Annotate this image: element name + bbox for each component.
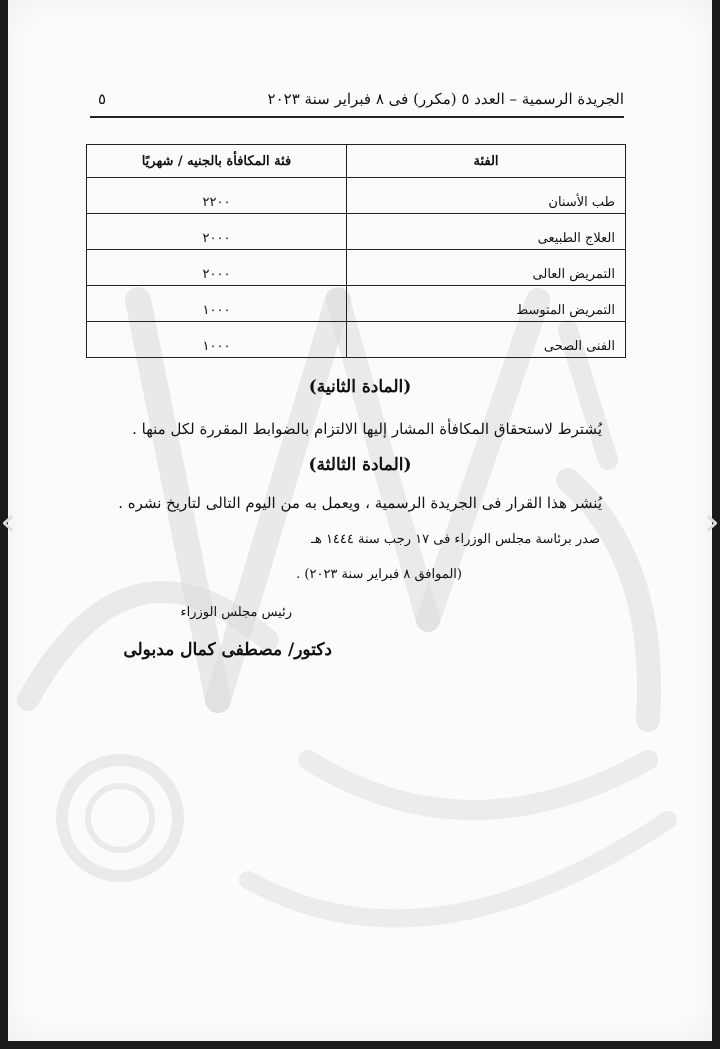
amount-cell: ٢٢٠٠ — [87, 178, 347, 214]
next-page-arrow-icon[interactable]: › — [704, 499, 720, 545]
gazette-title: الجريدة الرسمية – العدد ٥ (مكرر) فى ٨ فبراير سنة ٢٠٢٣ — [267, 90, 624, 108]
table-row — [87, 214, 626, 250]
category-cell: التمريض العالى — [347, 250, 626, 286]
amount-header: فئة المكافأة بالجنيه / شهريًا — [87, 145, 347, 178]
table-row — [87, 178, 626, 214]
rewards-table — [86, 144, 626, 358]
issued-line-2: (الموافق ٨ فبراير سنة ٢٠٢٣) . — [296, 567, 462, 582]
table-header-row — [87, 145, 626, 178]
category-cell: طب الأسنان — [347, 178, 626, 214]
category-cell: التمريض المتوسط — [347, 286, 626, 322]
article-3-text: يُنشر هذا القرار فى الجريدة الرسمية ، ويعمل به من اليوم التالى لتاريخ نشره . — [118, 494, 602, 512]
category-cell: الفنى الصحى — [347, 322, 626, 358]
category-header: الفئة — [347, 145, 626, 178]
article-2-heading: (المادة الثانية) — [308, 377, 412, 397]
amount-cell: ١٠٠٠ — [87, 286, 347, 322]
table-row — [87, 250, 626, 286]
page-number: ٥ — [98, 90, 107, 108]
amount-cell: ١٠٠٠ — [87, 322, 347, 358]
table-row — [87, 286, 626, 322]
issued-line-1: صدر برئاسة مجلس الوزراء فى ١٧ رجب سنة ١٤٤٤ هـ — [311, 532, 600, 547]
article-2-text: يُشترط لاستحقاق المكافأة المشار إليها الالتزام بالضوابط المقررة لكل منها . — [132, 420, 602, 438]
amount-cell: ٢٠٠٠ — [87, 250, 347, 286]
signatory-name: دكتور/ مصطفى كمال مدبولى — [123, 640, 332, 660]
category-cell: العلاج الطبيعى — [347, 214, 626, 250]
document-page — [8, 0, 712, 1041]
previous-page-arrow-icon[interactable]: ‹ — [0, 499, 16, 545]
article-3-heading: (المادة الثالثة) — [308, 455, 412, 475]
table-row — [87, 322, 626, 358]
signatory-role: رئيس مجلس الوزراء — [180, 605, 292, 620]
page-header — [90, 88, 624, 118]
amount-cell: ٢٠٠٠ — [87, 214, 347, 250]
